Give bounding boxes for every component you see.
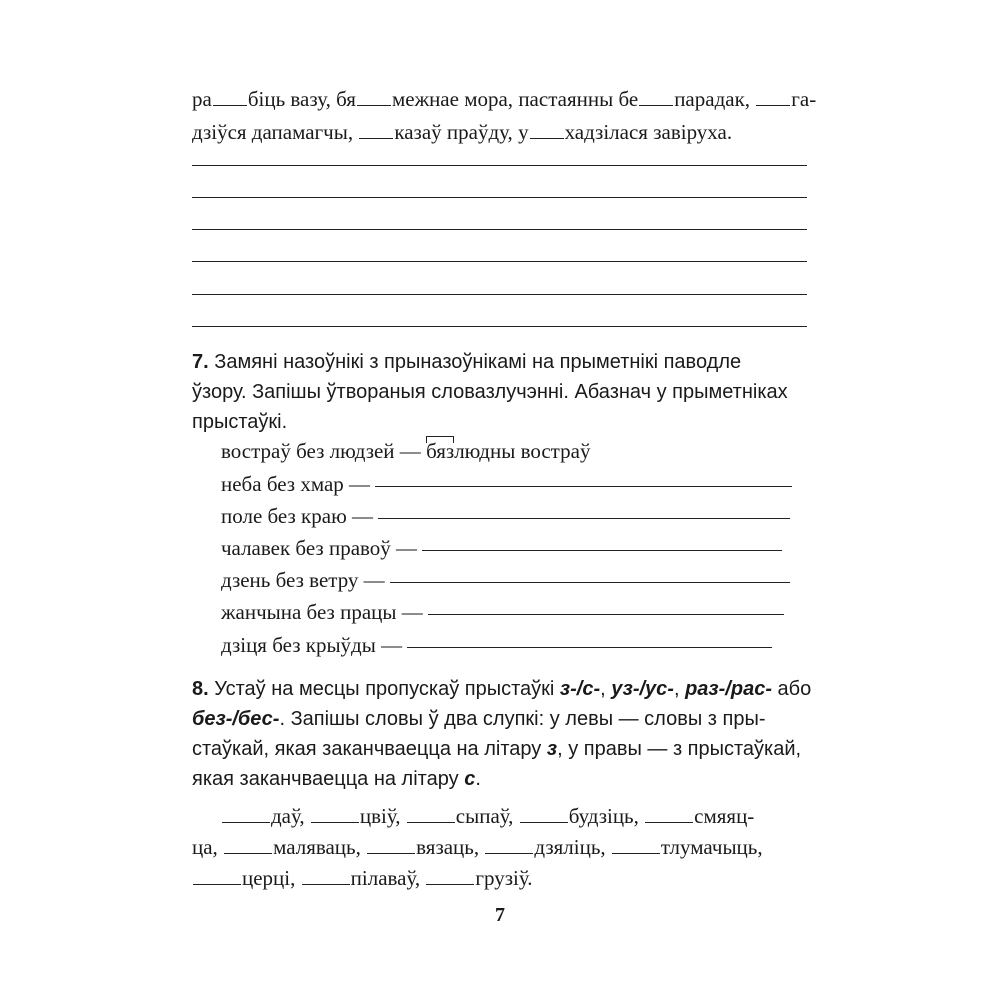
blank (530, 119, 564, 139)
instruction-text: ўзору. Запішы ўтвораныя словазлучэнні. Абазнач у прыметніках (192, 381, 788, 403)
word-fragment: хадзілася завіруха. (564, 119, 733, 144)
word: даў, (271, 803, 305, 828)
instruction-text: прыстаўкі. (192, 411, 288, 433)
exercise-7-item (221, 506, 790, 527)
prefix-mark: бяз (426, 439, 455, 463)
word-fragment: га- (791, 86, 817, 111)
exercise-number: 8. (192, 678, 209, 700)
item-phrase: дзіця без крыўды — (221, 633, 403, 657)
word: тлумачыць, (660, 834, 763, 859)
exercise-7-item (221, 635, 772, 656)
exercise-8-instruction-line-1 (192, 679, 811, 699)
blank (612, 834, 660, 854)
answer-line (428, 614, 784, 615)
answer-line (375, 486, 792, 487)
exercise-7-item (221, 602, 784, 623)
writing-line (192, 294, 807, 295)
word: сыпаў, (455, 803, 514, 828)
exercise-8-instruction-line-4 (192, 769, 481, 789)
top-text-line-1 (192, 86, 816, 110)
exercise-7-item (221, 538, 782, 559)
top-text-line-2 (192, 119, 732, 143)
writing-line (192, 165, 807, 166)
exercise-7-instruction-line-3 (192, 412, 287, 432)
instruction-text: або (777, 678, 812, 700)
word: пілаваў, (350, 865, 421, 890)
writing-line (192, 326, 807, 327)
word: грузіў. (475, 865, 533, 890)
exercise-7-instruction-line-2 (192, 382, 788, 402)
word-fragment: у (518, 119, 529, 144)
word: дзяліць, (534, 834, 606, 859)
blank (485, 834, 533, 854)
word-fragment: парадак, (674, 86, 751, 111)
answer-line (407, 647, 772, 648)
word-fragment: ра (192, 86, 212, 111)
blank (302, 865, 350, 885)
answer-line (378, 518, 790, 519)
word-fragment: казаў праўду, (394, 119, 513, 144)
word-fragment: пастаянны (518, 86, 614, 111)
blank (357, 86, 391, 106)
instruction-text: Устаў на месцы пропускаў прыстаўкі (214, 678, 555, 700)
prefix-option: без-/бес- (192, 708, 280, 730)
blank (213, 86, 247, 106)
words-line-1 (221, 803, 754, 827)
exercise-number: 7. (192, 351, 209, 373)
word: церці, (242, 865, 296, 890)
writing-line (192, 229, 807, 230)
word-fragment: дзіўся дапамагчы, (192, 119, 354, 144)
prefix-option: уз-/ус- (611, 678, 674, 700)
blank (224, 834, 272, 854)
instruction-text: , у правы — з прыстаўкай, (557, 738, 802, 760)
blank (359, 119, 393, 139)
blank (520, 803, 568, 823)
words-line-3 (192, 865, 533, 889)
example-line (221, 441, 590, 462)
writing-line (192, 197, 807, 198)
word-fragment: межнае мора, (391, 86, 514, 111)
word: ца, (192, 834, 218, 859)
page-number: 7 (495, 904, 505, 926)
item-phrase: поле без краю — (221, 504, 374, 528)
word: цвіў, (359, 803, 401, 828)
blank (407, 803, 455, 823)
example-answer: людны востраў (454, 439, 591, 463)
word: будзіць, (568, 803, 639, 828)
instruction-text: . (475, 768, 481, 790)
blank (426, 865, 474, 885)
writing-line (192, 261, 807, 262)
exercise-8-instruction-line-2 (192, 709, 765, 729)
instruction-text: . Запішы словы ў два слупкі: у левы — словы з пры- (279, 708, 766, 730)
exercise-7-item (221, 474, 792, 495)
item-phrase: жанчына без працы — (221, 600, 423, 624)
separator: , (600, 678, 606, 700)
words-line-2 (192, 834, 763, 858)
word: маляваць, (273, 834, 361, 859)
letter-highlight: с (464, 768, 476, 790)
word: смяяц- (694, 803, 755, 828)
blank (193, 865, 241, 885)
blank (645, 803, 693, 823)
word-fragment: бе (618, 86, 639, 111)
answer-line (390, 582, 790, 583)
blank (639, 86, 673, 106)
separator: , (673, 678, 680, 700)
letter-highlight: з (546, 738, 558, 760)
word-fragment: бя (336, 86, 356, 111)
item-phrase: неба без хмар — (221, 472, 371, 496)
blank (756, 86, 790, 106)
exercise-8-instruction-line-3 (192, 739, 801, 759)
prefix-option: з-/с- (559, 678, 601, 700)
blank (311, 803, 359, 823)
item-phrase: дзень без ветру — (221, 568, 385, 592)
blank (367, 834, 415, 854)
answer-line (422, 550, 782, 551)
word-fragment: біць вазу, (247, 86, 331, 111)
exercise-7-instruction-line-1 (192, 352, 741, 372)
word: вязаць, (416, 834, 480, 859)
instruction-text: стаўкай, якая заканчваецца на літару (192, 738, 542, 760)
exercise-7-item (221, 570, 790, 591)
blank (222, 803, 270, 823)
prefix-option: раз-/рас- (685, 678, 772, 700)
example-phrase: востраў без людзей — (221, 439, 421, 463)
instruction-text: Замяні назоўнікі з прыназоўнікамі на прыметнікі паводле (214, 351, 742, 373)
item-phrase: чалавек без правоў — (221, 536, 418, 560)
instruction-text: якая заканчваецца на літару (192, 768, 459, 790)
